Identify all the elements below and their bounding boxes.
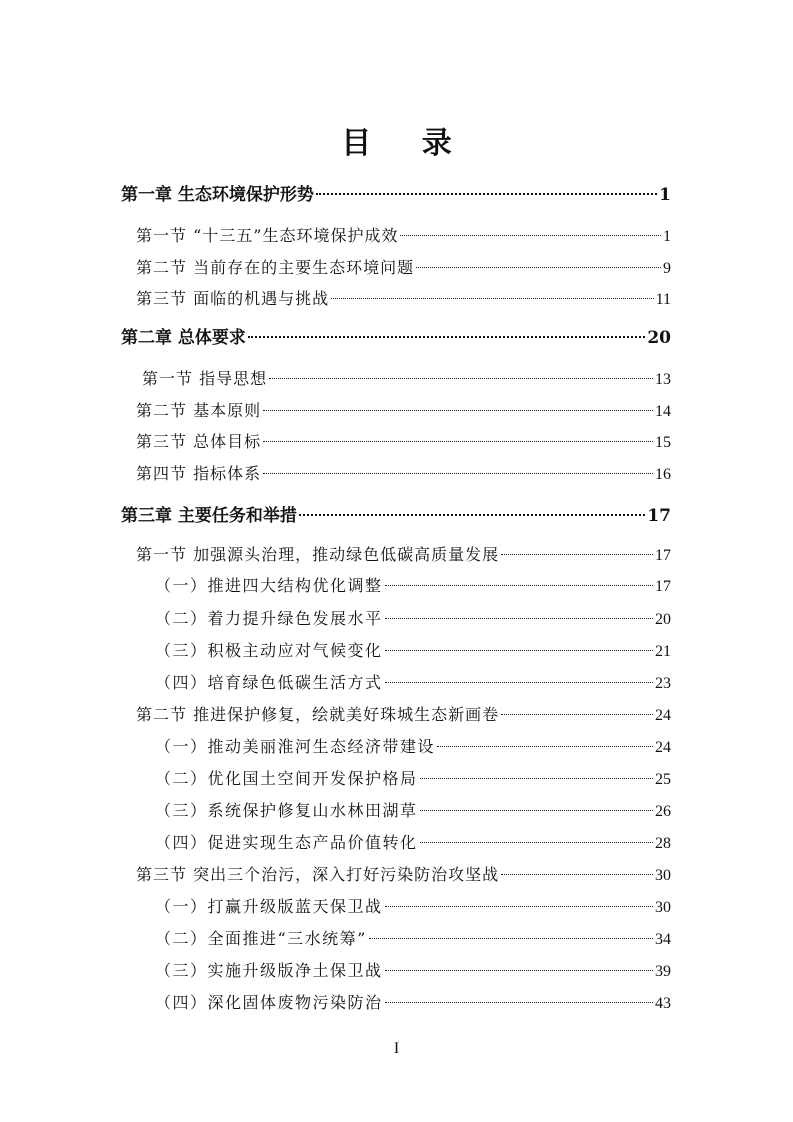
toc-label: 第三章 主要任务和举措 <box>121 506 297 526</box>
toc-section[interactable] <box>136 702 671 728</box>
page-number-footer: I <box>393 1040 400 1057</box>
dot-leader <box>299 514 645 516</box>
toc-page-number: 16 <box>655 466 671 483</box>
toc-page-number: 20 <box>647 328 671 348</box>
toc-page-number: 1 <box>659 185 671 205</box>
dot-leader <box>385 1002 653 1003</box>
page-title: 目 录 <box>341 126 472 161</box>
toc-label: （四）培育绿色低碳生活方式 <box>155 673 383 692</box>
toc-label: （四）深化固体废物污染防治 <box>155 993 383 1012</box>
toc-page-number: 1 <box>663 228 671 245</box>
toc-label: （三）实施升级版净土保卫战 <box>155 961 383 980</box>
toc-page-number: 15 <box>655 434 671 451</box>
toc-chapter-1[interactable] <box>121 182 671 208</box>
toc-label: 第一节 指导思想 <box>142 369 268 388</box>
toc-subsection[interactable] <box>155 926 671 952</box>
toc-subsection[interactable] <box>155 670 671 696</box>
toc-section[interactable] <box>136 542 671 568</box>
toc-section[interactable] <box>136 862 671 888</box>
toc-page-number: 11 <box>655 291 671 308</box>
toc-page-number: 30 <box>655 867 671 884</box>
toc-label: （三）积极主动应对气候变化 <box>155 641 383 660</box>
toc-label: （二）着力提升绿色发展水平 <box>155 609 383 628</box>
toc-page-number: 24 <box>655 739 671 756</box>
dot-leader <box>385 650 653 651</box>
toc-page-number: 30 <box>655 899 671 916</box>
toc-page-number: 34 <box>655 931 671 948</box>
toc-subsection[interactable] <box>155 734 671 760</box>
dot-leader <box>385 970 653 971</box>
toc-label: 第一节 加强源头治理，推动绿色低碳高质量发展 <box>136 545 500 564</box>
toc-label: 第三节 总体目标 <box>136 432 262 451</box>
toc-page-number: 9 <box>663 260 671 277</box>
dot-leader <box>420 842 653 843</box>
dot-leader <box>437 746 653 747</box>
toc-page-number: 24 <box>655 707 671 724</box>
toc-subsection[interactable] <box>155 894 671 920</box>
dot-leader <box>316 193 657 195</box>
toc-label: 第一节 “十三五”生态环境保护成效 <box>136 226 399 245</box>
dot-leader <box>263 410 653 411</box>
dot-leader <box>385 906 653 907</box>
toc-page-number: 21 <box>655 643 671 660</box>
dot-leader <box>263 473 653 474</box>
toc-page-number: 43 <box>655 995 671 1012</box>
toc-chapter-2[interactable] <box>121 325 671 351</box>
dot-leader <box>263 441 653 442</box>
dot-leader <box>248 336 645 338</box>
toc-page-number: 17 <box>647 506 671 526</box>
dot-leader <box>400 235 661 236</box>
dot-leader <box>385 585 653 586</box>
toc-label: （二）优化国土空间开发保护格局 <box>155 769 418 788</box>
toc-section[interactable] <box>136 398 671 424</box>
toc-label: 第二章 总体要求 <box>121 328 246 348</box>
toc-section[interactable] <box>142 366 671 392</box>
toc-page-number: 20 <box>655 611 671 628</box>
toc-page-number: 26 <box>655 803 671 820</box>
dot-leader <box>269 378 653 379</box>
dot-leader <box>420 778 653 779</box>
toc-label: 第二节 推进保护修复，绘就美好珠城生态新画卷 <box>136 705 500 724</box>
toc-label: 第四节 指标体系 <box>136 464 262 483</box>
toc-label: （三）系统保护修复山水林田湖草 <box>155 801 418 820</box>
toc-page-number: 25 <box>655 771 671 788</box>
toc-page-number: 17 <box>655 578 671 595</box>
dot-leader <box>385 618 653 619</box>
toc-label: 第三节 突出三个治污，深入打好污染防治攻坚战 <box>136 865 500 884</box>
toc-label: 第一章 生态环境保护形势 <box>121 185 314 205</box>
dot-leader <box>501 714 653 715</box>
toc-subsection[interactable] <box>155 606 671 632</box>
dot-leader <box>420 810 653 811</box>
dot-leader <box>331 298 654 299</box>
dot-leader <box>501 554 653 555</box>
toc-section[interactable] <box>136 286 671 312</box>
toc-section[interactable] <box>136 255 671 281</box>
toc-section[interactable] <box>136 461 671 487</box>
toc-subsection[interactable] <box>155 798 671 824</box>
toc-page-number: 39 <box>655 963 671 980</box>
toc-label: （一）推动美丽淮河生态经济带建设 <box>155 737 436 756</box>
toc-label: （一）推进四大结构优化调整 <box>155 576 383 595</box>
toc-label: 第二节 当前存在的主要生态环境问题 <box>136 258 415 277</box>
dot-leader <box>501 874 653 875</box>
toc-chapter-3[interactable] <box>121 503 671 529</box>
dot-leader <box>369 938 653 939</box>
dot-leader <box>416 267 661 268</box>
toc-page-number: 17 <box>655 547 671 564</box>
toc-label: 第二节 基本原则 <box>136 401 262 420</box>
toc-subsection[interactable] <box>155 766 671 792</box>
toc-subsection[interactable] <box>155 573 671 599</box>
toc-subsection[interactable] <box>155 638 671 664</box>
toc-page-number: 14 <box>655 403 671 420</box>
toc-subsection[interactable] <box>155 830 671 856</box>
toc-section[interactable] <box>136 223 671 249</box>
toc-label: （四）促进实现生态产品价值转化 <box>155 833 418 852</box>
toc-page-number: 13 <box>655 371 671 388</box>
dot-leader <box>385 682 653 683</box>
toc-section[interactable] <box>136 429 671 455</box>
toc-label: （二）全面推进“三水统筹” <box>155 929 367 948</box>
toc-subsection[interactable] <box>155 990 671 1016</box>
toc-label: （一）打赢升级版蓝天保卫战 <box>155 897 383 916</box>
toc-label: 第三节 面临的机遇与挑战 <box>136 289 330 308</box>
toc-subsection[interactable] <box>155 958 671 984</box>
toc-page-number: 23 <box>655 675 671 692</box>
toc-page-number: 28 <box>655 835 671 852</box>
